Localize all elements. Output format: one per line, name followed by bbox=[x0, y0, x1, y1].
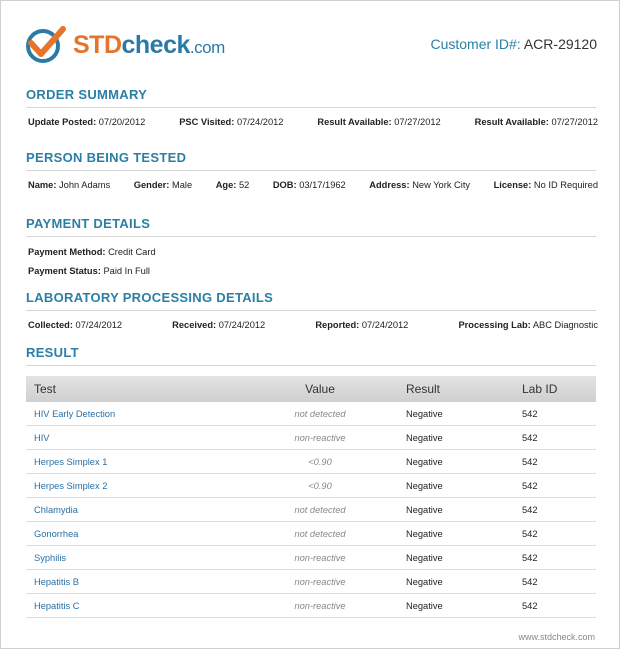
field-label: Payment Status: bbox=[28, 266, 101, 276]
field-value: 07/24/2012 bbox=[75, 320, 123, 330]
test-lab-id: 542 bbox=[504, 522, 596, 546]
customer-id-value: ACR-29120 bbox=[523, 36, 597, 52]
payment-status-row bbox=[28, 266, 598, 276]
header-value: Value bbox=[252, 376, 388, 402]
field-label: Name: bbox=[28, 180, 57, 190]
person-dob bbox=[273, 180, 346, 190]
field-value: ABC Diagnostic bbox=[532, 320, 598, 330]
test-name-link[interactable]: Gonorrhea bbox=[26, 522, 252, 546]
test-name-link[interactable]: Syphilis bbox=[26, 546, 252, 570]
test-name-link[interactable]: Hepatitis C bbox=[26, 594, 252, 618]
test-value: not detected bbox=[252, 402, 388, 426]
payment-divider bbox=[26, 236, 596, 237]
test-lab-id: 542 bbox=[504, 570, 596, 594]
logo-wordmark bbox=[73, 30, 225, 59]
result-available-2 bbox=[475, 117, 598, 127]
table-row bbox=[26, 594, 596, 618]
test-value: non-reactive bbox=[252, 570, 388, 594]
test-value: not detected bbox=[252, 522, 388, 546]
table-header-row bbox=[26, 376, 596, 402]
person-address bbox=[369, 180, 470, 190]
field-value: No ID Required bbox=[533, 180, 598, 190]
table-row bbox=[26, 498, 596, 522]
field-label: Reported: bbox=[315, 320, 360, 330]
order-summary-title: ORDER SUMMARY bbox=[26, 87, 148, 102]
test-value: not detected bbox=[252, 498, 388, 522]
test-name-link[interactable]: Herpes Simplex 1 bbox=[26, 450, 252, 474]
lab-reported bbox=[315, 320, 408, 330]
field-label: Processing Lab: bbox=[458, 320, 531, 330]
field-label: Update Posted: bbox=[28, 117, 97, 127]
person-divider bbox=[26, 170, 596, 171]
customer-id bbox=[430, 36, 597, 52]
field-value: 07/24/2012 bbox=[361, 320, 409, 330]
field-label: Result Available: bbox=[317, 117, 392, 127]
field-label: License: bbox=[493, 180, 532, 190]
field-value: 07/20/2012 bbox=[98, 117, 146, 127]
test-name-link[interactable]: HIV bbox=[26, 426, 252, 450]
lab-title: LABORATORY PROCESSING DETAILS bbox=[26, 290, 274, 305]
test-value: <0.90 bbox=[252, 474, 388, 498]
result-title: RESULT bbox=[26, 345, 79, 360]
person-gender bbox=[134, 180, 192, 190]
footer-url[interactable]: www.stdcheck.com bbox=[518, 632, 595, 642]
payment-status bbox=[28, 266, 150, 276]
test-value: non-reactive bbox=[252, 546, 388, 570]
test-result: Negative bbox=[388, 402, 504, 426]
lab-processing-lab bbox=[458, 320, 598, 330]
test-lab-id: 542 bbox=[504, 402, 596, 426]
psc-visited bbox=[179, 117, 283, 127]
logo-com: .com bbox=[189, 37, 225, 57]
header-test: Test bbox=[26, 376, 252, 402]
update-posted bbox=[28, 117, 145, 127]
person-row bbox=[28, 180, 598, 190]
test-value: non-reactive bbox=[252, 426, 388, 450]
test-name-link[interactable]: Chlamydia bbox=[26, 498, 252, 522]
test-result: Negative bbox=[388, 450, 504, 474]
payment-method bbox=[28, 247, 156, 257]
lab-row bbox=[28, 320, 598, 330]
field-value: Male bbox=[171, 180, 193, 190]
person-license bbox=[494, 180, 598, 190]
checkmark-logo-icon bbox=[23, 23, 67, 67]
payment-method-row bbox=[28, 247, 598, 257]
order-summary-row bbox=[28, 117, 598, 127]
field-label: Address: bbox=[369, 180, 410, 190]
person-age bbox=[216, 180, 250, 190]
field-value: 07/24/2012 bbox=[236, 117, 284, 127]
field-value: John Adams bbox=[59, 180, 111, 190]
header-lab-id: Lab ID bbox=[504, 376, 596, 402]
logo-check: check bbox=[121, 30, 190, 59]
field-value: Credit Card bbox=[108, 247, 156, 257]
lab-collected bbox=[28, 320, 122, 330]
customer-id-label: Customer ID#: bbox=[430, 36, 521, 52]
table-row bbox=[26, 426, 596, 450]
stdcheck-logo[interactable] bbox=[23, 23, 225, 67]
test-result: Negative bbox=[388, 594, 504, 618]
table-row bbox=[26, 546, 596, 570]
table-row bbox=[26, 570, 596, 594]
table-row bbox=[26, 402, 596, 426]
field-value: 03/17/1962 bbox=[299, 180, 346, 190]
test-result: Negative bbox=[388, 498, 504, 522]
test-value: <0.90 bbox=[252, 450, 388, 474]
field-value: 07/24/2012 bbox=[218, 320, 266, 330]
test-result: Negative bbox=[388, 426, 504, 450]
field-value: 52 bbox=[238, 180, 250, 190]
field-label: PSC Visited: bbox=[179, 117, 235, 127]
field-label: DOB: bbox=[272, 180, 297, 190]
test-name-link[interactable]: Hepatitis B bbox=[26, 570, 252, 594]
person-title: PERSON BEING TESTED bbox=[26, 150, 187, 165]
test-lab-id: 542 bbox=[504, 546, 596, 570]
lab-received bbox=[172, 320, 265, 330]
lab-divider bbox=[26, 310, 596, 311]
header-result: Result bbox=[388, 376, 504, 402]
field-value: Paid In Full bbox=[103, 266, 150, 276]
test-lab-id: 542 bbox=[504, 426, 596, 450]
payment-title: PAYMENT DETAILS bbox=[26, 216, 151, 231]
field-value: 07/27/2012 bbox=[551, 117, 598, 127]
results-table bbox=[26, 376, 596, 618]
logo-std: STD bbox=[73, 30, 122, 59]
table-row bbox=[26, 450, 596, 474]
test-lab-id: 542 bbox=[504, 474, 596, 498]
test-result: Negative bbox=[388, 546, 504, 570]
field-label: Result Available: bbox=[474, 117, 549, 127]
result-available bbox=[317, 117, 440, 127]
result-divider bbox=[26, 365, 596, 366]
order-summary-divider bbox=[26, 107, 596, 108]
test-result: Negative bbox=[388, 570, 504, 594]
test-value: non-reactive bbox=[252, 594, 388, 618]
test-lab-id: 542 bbox=[504, 450, 596, 474]
test-result: Negative bbox=[388, 474, 504, 498]
test-lab-id: 542 bbox=[504, 498, 596, 522]
field-value: 07/27/2012 bbox=[394, 117, 441, 127]
test-name-link[interactable]: Herpes Simplex 2 bbox=[26, 474, 252, 498]
test-lab-id: 542 bbox=[504, 594, 596, 618]
field-label: Gender: bbox=[133, 180, 170, 190]
table-row bbox=[26, 522, 596, 546]
test-name-link[interactable]: HIV Early Detection bbox=[26, 402, 252, 426]
field-label: Collected: bbox=[28, 320, 73, 330]
test-result: Negative bbox=[388, 522, 504, 546]
person-name bbox=[28, 180, 110, 190]
table-row bbox=[26, 474, 596, 498]
field-label: Age: bbox=[215, 180, 237, 190]
field-label: Payment Method: bbox=[28, 247, 106, 257]
field-label: Received: bbox=[172, 320, 217, 330]
field-value: New York City bbox=[412, 180, 471, 190]
